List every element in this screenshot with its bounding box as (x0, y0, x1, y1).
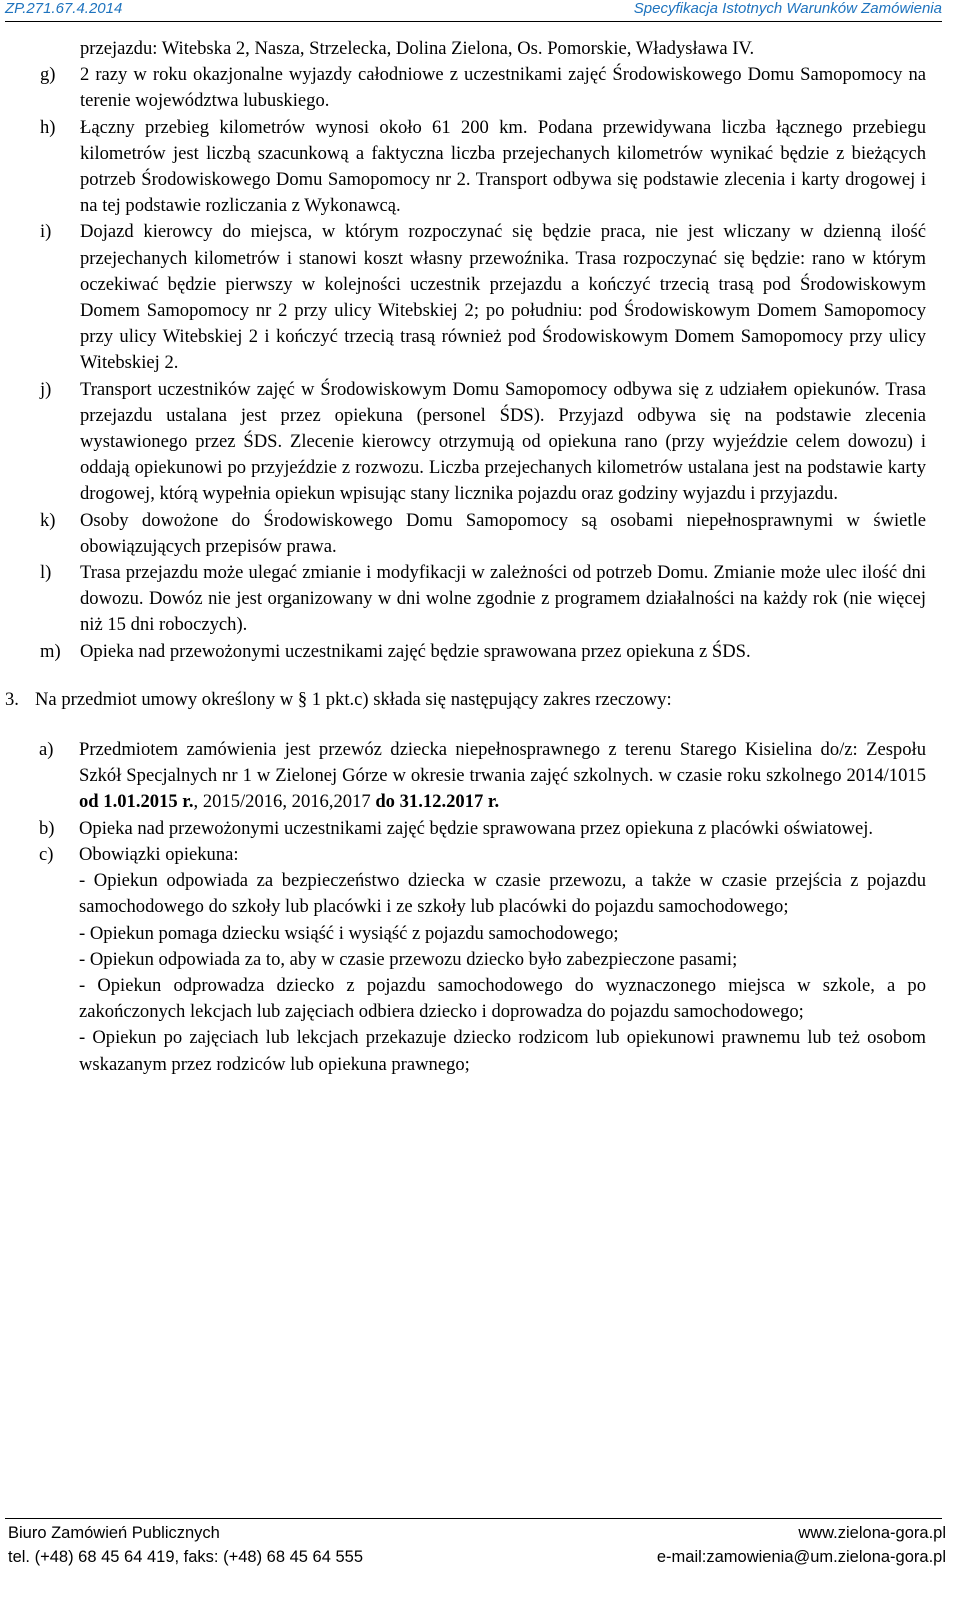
list-text: Przedmiotem zamówienia jest przewóz dziecka niepełnosprawnego z terenu Starego Kisielina do/z: Zespołu Szkół Specjalnych nr 1 w Zielonej Górze w okresie trwania zajęć szkolnych. w czasie roku szkolnego 2014/1015 od 1.01.2015 r., 2015/2016, 2016,2017 do 31.12.2017 r. (79, 739, 926, 813)
list-label: c) (39, 843, 54, 865)
footer-website: www.zielona-gora.pl (798, 1524, 946, 1542)
list-text: Transport uczestników zajęć w Środowiskowym Domu Samopomocy odbywa się z udziałem opiekunów. Trasa przejazdu ustalana jest przez opiekuna (personel ŚDS). Przyjazd odbywa się na podstawie zlecenia wystawionego przez ŚDS. Zlecenie kierowcy otrzymują od opiekuna rano (przy wyjeździe celem dowozu) i oddają opiekunowi po przyjeździe z rozwozu. Liczba przejechanych kilometrów ustalana jest na podstawie karty drogowej, którą wypełnia opiekun wpisując stany licznika pojazdu oraz godziny wyjazdu i przyjazdu. (80, 378, 926, 505)
list-item-h (40, 115, 926, 220)
sub-item-b (39, 816, 926, 842)
list-label: g) (40, 64, 56, 86)
list-item-k (40, 508, 926, 560)
list-label: j) (40, 378, 52, 400)
list-label: a) (39, 739, 54, 761)
duty-item: - Opiekun po zajęciach lub lekcjach przekazuje dziecko rodzicom lub opiekunowi prawnemu lub też osobom wskazanym przez rodziców lub opiekuna prawnego; (79, 1027, 926, 1075)
list-label: b) (39, 817, 55, 839)
list-text: 2 razy w roku okazjonalne wyjazdy całodniowe z uczestnikami zajęć Środowiskowego Domu Samopomocy na terenie województwa lubuskiego. (80, 64, 926, 112)
date-from: od 1.01.2015 r. (79, 791, 194, 813)
duty-item: - Opiekun odpowiada za to, aby w czasie przewozu dziecko było zabezpieczone pasami; (79, 948, 738, 970)
list-label: h) (40, 116, 56, 138)
page-footer (0, 1518, 960, 1597)
footer-rule (5, 1518, 942, 1519)
list-label: i) (40, 221, 52, 243)
list-item-i (40, 219, 926, 376)
header-rule (5, 21, 942, 22)
duty-item: - Opiekun odpowiada za bezpieczeństwo dziecka w czasie przewozu, a także w czasie przejścia z pojazdu samochodowego do szkoły lub placówki i ze szkoły lub placówki do pojazdu samochodowego; (79, 870, 926, 918)
footer-office: Biuro Zamówień Publicznych (8, 1524, 220, 1542)
list-item-j (40, 377, 926, 508)
duty-item: - Opiekun odprowadza dziecko z pojazdu samochodowego do wyznaczonego miejsca w szkole, a po zakończonych lekcjach lub zajęciach odbiera dziecko i doprowadza do pojazdu samochodowego; (79, 974, 926, 1023)
list-text: Obowiązki opiekuna: (79, 843, 239, 865)
document-body (0, 36, 960, 1078)
list-item-g (40, 62, 926, 114)
list-text: Osoby dowożone do Środowiskowego Domu Samopomocy są osobami niepełnosprawnymi w świetle obowiązujących przepisów prawa. (80, 509, 926, 557)
list-label: l) (40, 562, 52, 584)
list-label: m) (40, 640, 61, 662)
list-text: Opieka nad przewożonymi uczestnikami zajęć będzie sprawowana przez opiekuna z placówki oświatowej. (79, 817, 874, 839)
section-number: 3. (5, 688, 19, 710)
list-item-m (40, 639, 926, 665)
duty-item: - Opiekun pomaga dziecku wsiąść i wysiąść z pojazdu samochodowego; (79, 922, 619, 944)
page-header (0, 0, 960, 20)
paragraph-continuation: przejazdu: Witebska 2, Nasza, Strzelecka, Dolina Zielona, Os. Pomorskie, Władysława IV. (80, 38, 755, 59)
footer-email: e-mail:zamowienia@um.zielona-gora.pl (656, 1548, 946, 1566)
list-item-l (40, 560, 926, 639)
footer-phone: tel. (+48) 68 45 64 419, faks: (+48) 68 45 64 555 (8, 1548, 363, 1566)
document-reference: ZP.271.67.4.2014 (5, 0, 123, 17)
list-label: k) (40, 509, 56, 531)
list-text: Opieka nad przewożonymi uczestnikami zajęć będzie sprawowana przez opiekuna z ŚDS. (80, 640, 751, 662)
list-text: Dojazd kierowcy do miejsca, w którym rozpoczynać się będzie praca, nie jest wliczany w dzienną ilość przejechanych kilometrów i stanowi koszt własny przewoźnika. Trasa rozpoczynać się będzie: rano w którym oczekiwać będzie pierwszy w kolejności uczestnik przejazdu a kończyć trzecią trasą pod Środowiskowym Domem Samopomocy nr 2 przy ulicy Witebskiej 2; po południu: pod Środowiskowym Domem Samopomocy przy ulicy Witebskiej 2 i kończyć trzecią trasą również pod Środowiskowym Domem Samopomocy przy ulicy Witebskiej 2. (80, 221, 926, 374)
sub-item-a (39, 737, 926, 816)
section-text: Na przedmiot umowy określony w § 1 pkt.c) składa się następujący zakres rzeczowy: (35, 688, 672, 710)
list-text: Trasa przejazdu może ulegać zmianie i modyfikacji w zależności od potrzeb Domu. Zmianie może ulec ilość dni dowozu. Dowóz nie jest organizowany w dni wolne zgodnie z programem działalności na każdy rok (nie więcej niż 15 dni roboczych). (80, 562, 926, 636)
section-3-heading (5, 687, 925, 713)
date-to: do 31.12.2017 r. (375, 791, 500, 813)
document-title: Specyfikacja Istotnych Warunków Zamówienia (633, 0, 942, 17)
sub-item-c (39, 842, 926, 868)
list-text: Łączny przebieg kilometrów wynosi około 61 200 km. Podana przewidywana liczba łącznego przebiegu kilometrów jest liczbą szacunkową a faktyczna liczba przejechanych kilometrów wynikać będzie z bieżących potrzeb Środowiskowego Domu Samopomocy nr 2. Transport odbywa się podstawie zlecenia i karty drogowej i na tej podstawie rozliczania z Wykonawcą. (80, 116, 926, 217)
